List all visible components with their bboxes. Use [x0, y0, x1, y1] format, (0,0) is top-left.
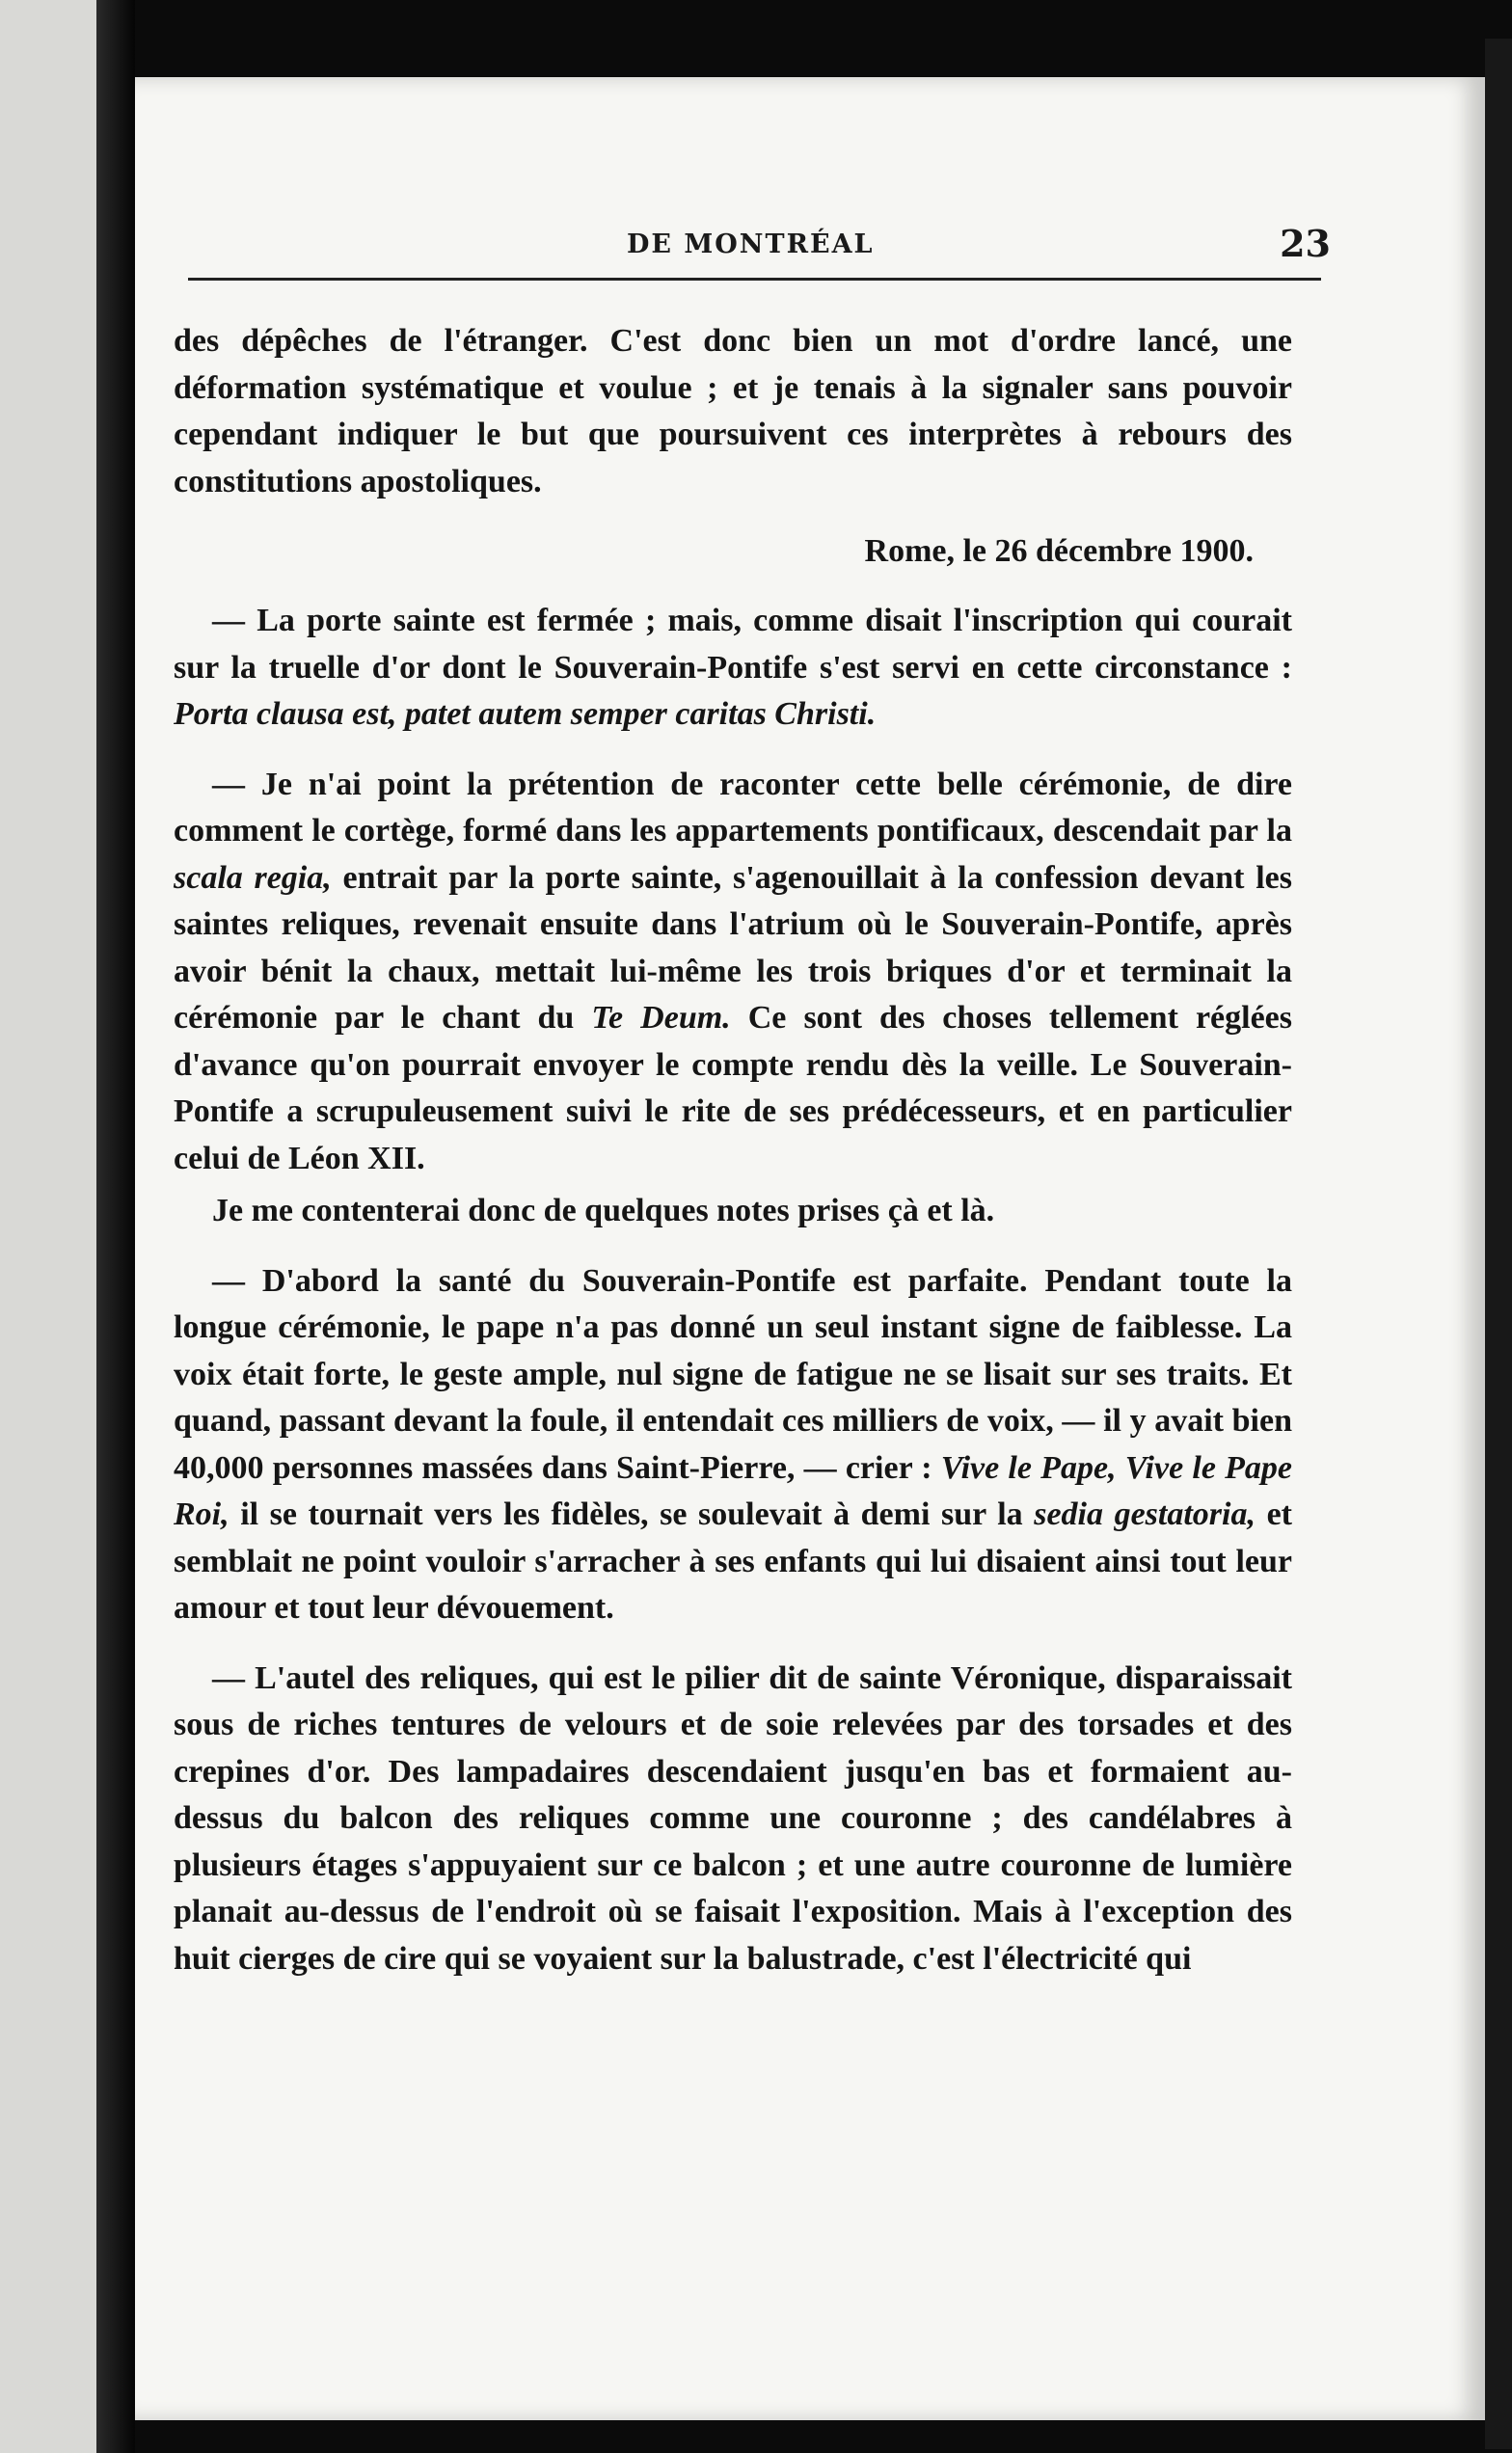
paragraph-5-text-a: — D'abord la santé du Souverain-Pontife est parfaite. Pendant toute la longue cérémonie, le pape n'a pas donné un seul instant signe de faiblesse. La voix était forte, le geste ample, nul signe de fatigue ne se lisait sur ses traits. Et quand, passant devant la foule, il entendait ces milliers de voix, — il y avait bien 40,000 personnes massées dans Saint-Pierre, — crier :	[174, 1262, 1292, 1486]
paragraph-3-text-a: — Je n'ai point la prétention de raconter cette belle cérémonie, de dire comment le cortège, formé dans les appartements pontificaux, descendait par la	[174, 766, 1292, 849]
facing-page-edge	[0, 0, 96, 2453]
paragraph-3-text-b: entrait par la porte sainte, s'agenouillait à la confession devant les saintes reliques, revenait ensuite dans l'atrium où le Souverain-Pontife, après avoir bénit la chaux, mettait lui-même les trois briques d'or et terminait la cérémonie par le chant du	[174, 859, 1292, 1036]
running-head: DE MONTRÉAL	[627, 229, 875, 259]
paragraph-4: Je me contenterai donc de quelques notes prises çà et là.	[212, 1193, 995, 1228]
paragraph-3	[174, 762, 1292, 1183]
paragraph-2	[174, 598, 1292, 739]
paragraph-3-italic-a: scala regia,	[174, 859, 332, 896]
page-header	[183, 222, 1331, 280]
book-edge	[1485, 39, 1512, 2449]
paragraph-5-italic-a: Vive le Pape, Vive le Pape Roi,	[174, 1449, 1293, 1532]
paragraph-2-text: — La porte sainte est fermée ; mais, comme disait l'inscription qui courait sur la truelle d'or dont le Souverain-Pontife s'est servi en cette circonstance :	[174, 603, 1292, 686]
paragraph-6: — L'autel des reliques, qui est le pilier dit de sainte Véronique, disparaissait sous de riches tentures de velours et de soie relevées par des torsades et des crepines d'or. Des lampadaires descendaient jusqu'en bas et formaient au-dessus du balcon des reliques comme une couronne ; des candélabres à plusieurs étages s'appuyaient sur ce balcon ; et une autre couronne de lumière planait au-dessus de l'endroit où se faisait l'exposition. Mais à l'exception des huit cierges de cire qui se voyaient sur la balustrade, c'est l'électricité qui	[174, 1659, 1292, 1977]
paragraph-3-italic-b: Te Deum.	[591, 1000, 731, 1036]
paragraph-1: des dépêches de l'étranger. C'est donc bien un mot d'ordre lancé, une déformation systématique et voulue ; et je tenais à la signaler sans pouvoir cependant indiquer le but que poursuivent ces interprètes à rebours des constitutions apostoliques.	[174, 323, 1292, 499]
paragraph-5-text-c: et semblait ne point vouloir s'arracher à ses enfants qui lui disaient ainsi tout leur amour et tout leur dévouement.	[174, 1496, 1292, 1626]
page-number: 23	[1280, 222, 1331, 265]
paragraph-5-italic-b: sedia gestatoria,	[1034, 1496, 1256, 1532]
header-rule	[188, 278, 1321, 281]
page-body	[174, 318, 1292, 2006]
paragraph-2-latin-quote: Porta clausa est, patet autem semper caritas Christi.	[174, 696, 877, 732]
dateline: Rome, le 26 décembre 1900.	[864, 533, 1254, 569]
book-gutter	[96, 0, 135, 2453]
paragraph-3-text-c: Ce sont des choses tellement réglées d'avance qu'on pourrait envoyer le compte rendu dès la veille. Le Souverain-Pontife a scrupuleusement suivi le rite de ses prédécesseurs, et en particulier celui de Léon XII.	[174, 1000, 1292, 1176]
paragraph-5	[174, 1258, 1292, 1632]
paragraph-5-text-b: il se tournait vers les fidèles, se soulevait à demi sur la	[229, 1496, 1035, 1532]
